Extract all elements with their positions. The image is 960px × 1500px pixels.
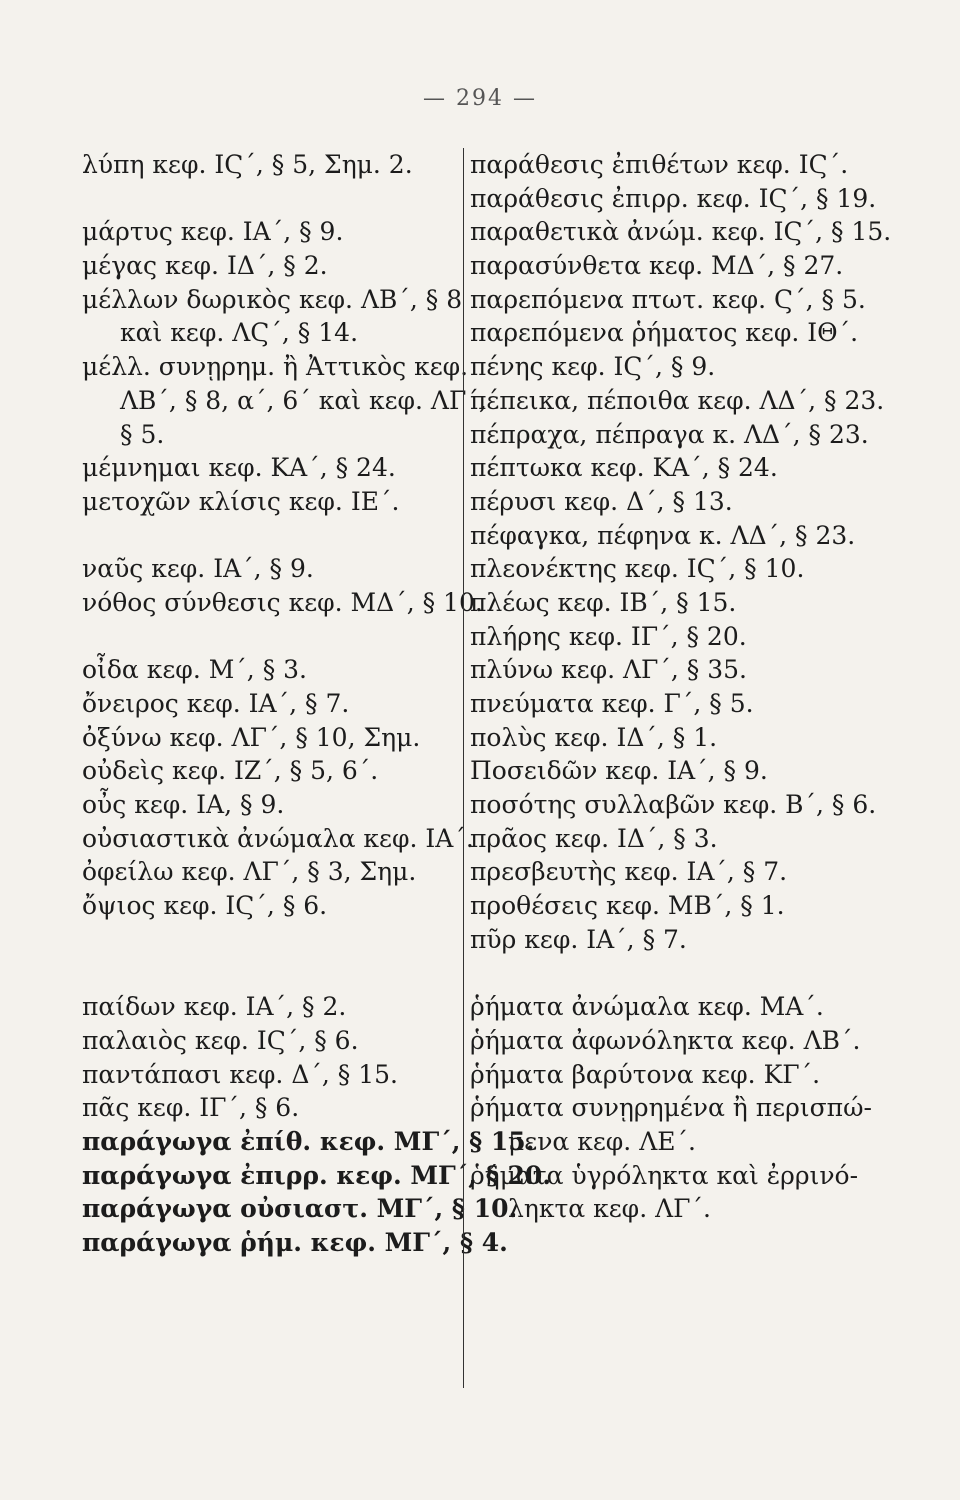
index-entry: μετοχῶν κλίσις κεφ. ΙΕ΄.	[82, 486, 400, 516]
index-entry: ποσότης συλλαβῶν κεφ. Β΄, § 6.	[470, 790, 877, 820]
index-entry: μέλλων δωρικὸς κεφ. ΛΒ΄, § 8	[82, 284, 463, 314]
index-entry: Ποσειδῶν κεφ. ΙΑ΄, § 9.	[470, 756, 768, 786]
blank-line	[82, 957, 462, 991]
index-entry: παλαιὸς κεφ. ΙϚ΄, § 6.	[82, 1025, 359, 1055]
index-entry: μέλλ. συνῃρημ. ἢ Ἀττικὸς κεφ.	[82, 352, 469, 382]
index-entry: μέγας κεφ. ΙΔ΄, § 2.	[82, 251, 328, 281]
index-entry: ὀφείλω κεφ. ΛΓ΄, § 3, Σημ.	[82, 857, 417, 887]
index-entry: πρᾶος κεφ. ΙΔ΄, § 3.	[470, 823, 718, 853]
page-number: — 294 —	[423, 86, 537, 111]
index-entry: ῥήματα ἀνώμαλα κεφ. ΜΑ΄.	[470, 992, 824, 1022]
index-entry: πέπεικα, πέποιθα κεφ. ΛΔ΄, § 23.	[470, 385, 885, 415]
index-entry: πέπραχα, πέπραγα κ. ΛΔ΄, § 23.	[470, 419, 869, 449]
index-entry: ῥήματα συνῃρημένα ἢ περισπώ-	[470, 1093, 872, 1123]
index-entry: μέμνημαι κεφ. ΚΑ΄, § 24.	[82, 453, 396, 483]
index-entry: ῥήματα ὑγρόληκτα καὶ ἐρρινό-	[470, 1160, 859, 1190]
index-entry: πῦρ κεφ. ΙΑ΄, § 7.	[470, 924, 687, 954]
index-entry: παρασύνθετα κεφ. ΜΔ΄, § 27.	[470, 251, 844, 281]
index-entry: παράγωγα ἐπιρρ. κεφ. ΜΓ΄, § 20.	[82, 1160, 551, 1190]
index-entry: ὄνειρος κεφ. ΙΑ΄, § 7.	[82, 689, 350, 718]
blank-line	[82, 182, 462, 216]
index-entry: πρεσβευτὴς κεφ. ΙΑ΄, § 7.	[470, 857, 788, 887]
index-entry: παράγωγα ῥήμ. κεφ. ΜΓ΄, § 4.	[82, 1228, 508, 1257]
index-entry: μενα κεφ. ΛΕ΄.	[508, 1126, 696, 1156]
index-column-left	[82, 148, 551, 1260]
index-entry: παρεπόμενα ῥήματος κεφ. ΙΘ΄.	[470, 318, 859, 348]
index-entry: καὶ κεφ. ΛϚ΄, § 14.	[120, 318, 359, 348]
index-entry: ληκτα κεφ. ΛΓ΄.	[508, 1194, 711, 1224]
index-entry: λύπη κεφ. ΙϚ΄, § 5, Σημ. 2.	[82, 150, 413, 179]
index-entry: παράγωγα ἐπίθ. κεφ. ΜΓ΄, § 15.	[82, 1126, 535, 1156]
index-entry: πέρυσι κεφ. Δ΄, § 13.	[470, 486, 733, 516]
index-entry: οὐδεὶς κεφ. ΙΖ΄, § 5, 6΄.	[82, 756, 379, 786]
index-entry: πένης κεφ. ΙϚ΄, § 9.	[470, 352, 716, 382]
index-entry: παντάπασι κεφ. Δ΄, § 15.	[82, 1059, 398, 1089]
blank-line	[82, 519, 462, 553]
index-entry: παράθεσις ἐπιρρ. κεφ. ΙϚ΄, § 19.	[470, 183, 877, 213]
index-entry: παράθεσις ἐπιθέτων κεφ. ΙϚ΄.	[470, 150, 849, 179]
column-divider	[463, 148, 464, 1388]
index-entry: ῥήματα ἀφωνόληκτα κεφ. ΛΒ΄.	[470, 1025, 861, 1055]
index-entry: οἶδα κεφ. Μ΄, § 3.	[82, 655, 307, 685]
index-entry: πᾶς κεφ. ΙΓ΄, § 6.	[82, 1093, 300, 1123]
index-entry: ῥήματα βαρύτονα κεφ. ΚΓ΄.	[470, 1059, 821, 1089]
index-entry: πλέως κεφ. ΙΒ΄, § 15.	[470, 587, 737, 617]
index-entry: πέφαγκα, πέφηνα κ. ΛΔ΄, § 23.	[470, 520, 856, 550]
blank-line	[82, 620, 462, 654]
index-entry: οὖς κεφ. ΙΑ, § 9.	[82, 790, 285, 820]
index-entry: πολὺς κεφ. ΙΔ΄, § 1.	[470, 722, 718, 752]
index-entry: § 5.	[120, 419, 165, 449]
index-entry: πλήρης κεφ. ΙΓ΄, § 20.	[470, 621, 747, 651]
index-entry: ὀξύνω κεφ. ΛΓ΄, § 10, Σημ.	[82, 722, 421, 752]
index-entry: πνεύματα κεφ. Γ΄, § 5.	[470, 689, 754, 718]
index-entry: ὄψιος κεφ. ΙϚ΄, § 6.	[82, 891, 328, 921]
index-entry: πλύνω κεφ. ΛΓ΄, § 35.	[470, 655, 747, 685]
index-entry: προθέσεις κεφ. ΜΒ΄, § 1.	[470, 891, 785, 921]
index-entry: παραθετικὰ ἀνώμ. κεφ. ΙϚ΄, § 15.	[470, 217, 892, 247]
index-column-right	[470, 148, 910, 1226]
index-entry: ΛΒ΄, § 8, α΄, 6΄ καὶ κεφ. ΛΓ΄,	[120, 385, 487, 415]
index-entry: παρεπόμενα πτωτ. κεφ. Ϛ΄, § 5.	[470, 284, 866, 314]
blank-line	[470, 957, 910, 991]
index-entry: μάρτυς κεφ. ΙΑ΄, § 9.	[82, 217, 344, 247]
index-entry: ναῦς κεφ. ΙΑ΄, § 9.	[82, 554, 314, 584]
index-entry: νόθος σύνθεσις κεφ. ΜΔ΄, § 10.	[82, 587, 483, 617]
index-entry: πλεονέκτης κεφ. ΙϚ΄, § 10.	[470, 554, 805, 584]
index-entry: παράγωγα οὐσιαστ. ΜΓ΄, § 10.	[82, 1194, 518, 1224]
blank-line	[82, 923, 462, 957]
index-entry: οὐσιαστικὰ ἀνώμαλα κεφ. ΙΑ΄.	[82, 823, 474, 853]
index-entry: πέπτωκα κεφ. ΚΑ΄, § 24.	[470, 453, 778, 483]
index-entry: παίδων κεφ. ΙΑ΄, § 2.	[82, 992, 347, 1022]
